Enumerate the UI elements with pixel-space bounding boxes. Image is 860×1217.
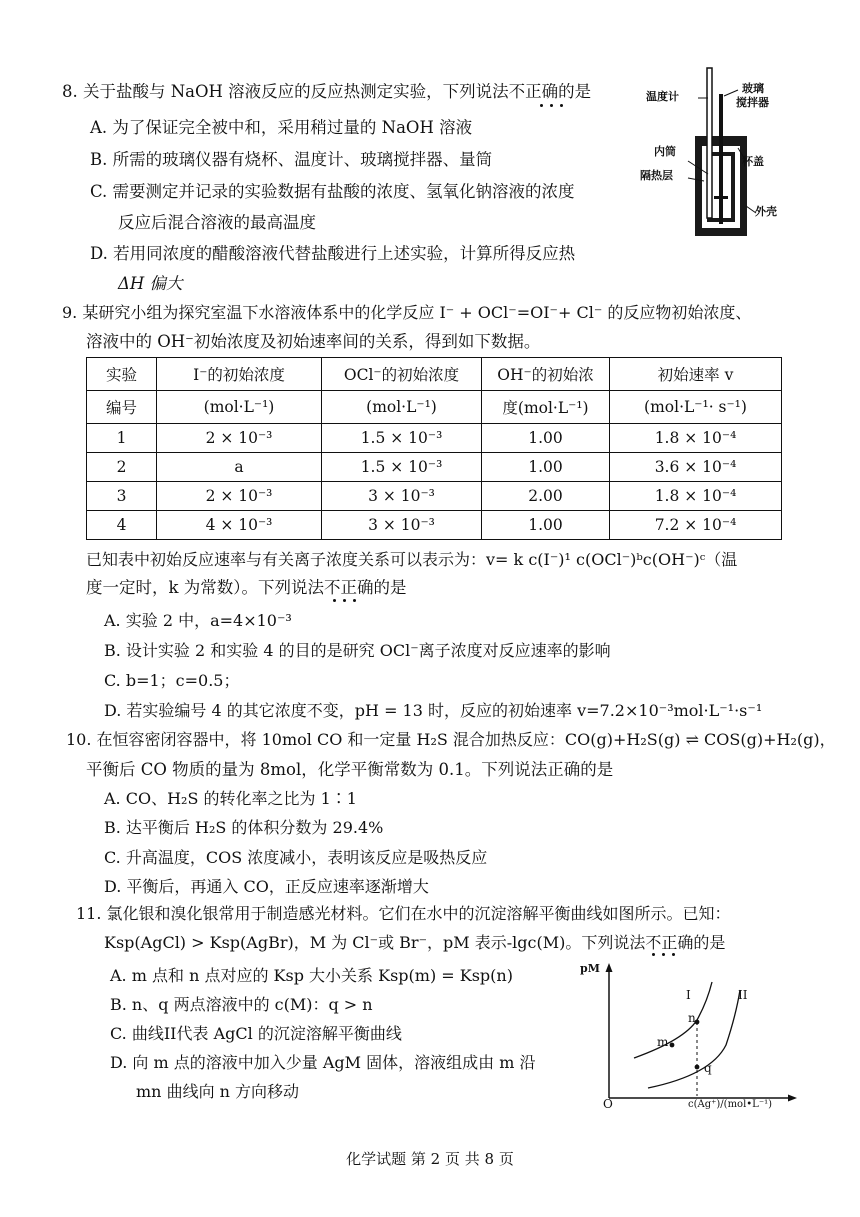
point-m xyxy=(670,1043,675,1048)
point-m-label: m xyxy=(657,1035,669,1049)
table-cell: 2.00 xyxy=(482,482,610,511)
q9-note-cont: 度一定时，k 为常数）。下列说法不正确的是 xyxy=(86,578,407,597)
graph-origin: O xyxy=(603,1097,613,1111)
emphasis-dots xyxy=(540,104,563,107)
label-stirrer-1: 玻璃 xyxy=(742,82,764,95)
table-header-cell: 初始速率 v xyxy=(610,358,782,391)
label-thermometer: 温度计 xyxy=(646,90,679,103)
q10-option-b: B. 达平衡后 H₂S 的体积分数为 29.4% xyxy=(104,818,384,837)
q11-option-b: B. n、q 两点溶液中的 c(M)：q > n xyxy=(110,995,373,1014)
page-footer: 化学试题 第 2 页 共 8 页 xyxy=(346,1150,514,1168)
table-header-row xyxy=(87,391,782,424)
q9-note: 已知表中初始反应速率与有关离子浓度关系可以表示为：v= k c(I⁻)¹ c(OCl⁻)ᵇc(OH⁻)ᶜ（温 xyxy=(86,550,738,569)
table-cell: 1.00 xyxy=(482,424,610,453)
table-cell: 4 × 10⁻³ xyxy=(157,511,322,540)
table-row xyxy=(87,453,782,482)
q9-stem-cont: 溶液中的 OH⁻初始浓度及初始速率间的关系，得到如下数据。 xyxy=(86,332,541,351)
table-cell: 1.5 × 10⁻³ xyxy=(322,453,482,482)
q8-option-c: C. 需要测定并记录的实验数据有盐酸的浓度、氢氧化钠溶液的浓度 xyxy=(90,182,575,201)
table-cell: 2 × 10⁻³ xyxy=(157,424,322,453)
q10-stem: 10. 在恒容密闭容器中，将 10mol CO 和一定量 H₂S 混合加热反应：CO(g)+H₂S(g) ⇌ COS(g)+H₂(g)， xyxy=(66,730,836,749)
q11-stem: 11. 氯化银和溴化银常用于制造感光材料。它们在水中的沉淀溶解平衡曲线如图所示。已知： xyxy=(76,904,731,923)
table-cell: 1.00 xyxy=(482,511,610,540)
q10-option-c: C. 升高温度，COS 浓度减小，表明该反应是吸热反应 xyxy=(104,848,488,867)
table-header-cell: (mol·L⁻¹· s⁻¹) xyxy=(610,391,782,424)
table-header-cell: OCl⁻的初始浓度 xyxy=(322,358,482,391)
table-cell: 3 × 10⁻³ xyxy=(322,482,482,511)
table-header-cell: 实验 xyxy=(87,358,157,391)
graph-ylabel: pM xyxy=(580,962,600,975)
q11-option-c: C. 曲线II代表 AgCl 的沉淀溶解平衡曲线 xyxy=(110,1024,402,1043)
table-row xyxy=(87,482,782,511)
q11-stem-cont: Ksp(AgCl) > Ksp(AgBr)，M 为 Cl⁻或 Br⁻，pM 表示-lgc(M)。下列说法不正确的是 xyxy=(104,933,726,952)
table-cell: 3 × 10⁻³ xyxy=(322,511,482,540)
q10-option-a: A. CO、H₂S 的转化率之比为 1∶1 xyxy=(104,789,357,808)
label-lid: 杯盖 xyxy=(742,155,764,168)
table-cell: 7.2 × 10⁻⁴ xyxy=(610,511,782,540)
q9-option-a: A. 实验 2 中，a=4×10⁻³ xyxy=(104,611,292,630)
point-q xyxy=(695,1065,700,1070)
table-cell: 3.6 × 10⁻⁴ xyxy=(610,453,782,482)
graph-xlabel: c(Ag⁺)/(mol•L⁻¹) xyxy=(688,1099,773,1110)
table-cell: 4 xyxy=(87,511,157,540)
q11-option-a: A. m 点和 n 点对应的 Ksp 大小关系 Ksp(m) = Ksp(n) xyxy=(110,966,513,985)
q9-option-b: B. 设计实验 2 和实验 4 的目的是研究 OCl⁻离子浓度对反应速率的影响 xyxy=(104,641,611,660)
table-row xyxy=(87,424,782,453)
point-n-label: n xyxy=(688,1011,696,1025)
table-cell: 2 xyxy=(87,453,157,482)
table-header-cell: (mol·L⁻¹) xyxy=(157,391,322,424)
q11-option-d: D. 向 m 点的溶液中加入少量 AgM 固体，溶液组成由 m 沿 xyxy=(110,1053,536,1072)
q9-option-d: D. 若实验编号 4 的其它浓度不变，pH = 13 时，反应的初始速率 v=7.2×10⁻³mol·L⁻¹·s⁻¹ xyxy=(104,701,763,720)
table-cell: a xyxy=(157,453,322,482)
table-header-cell: 编号 xyxy=(87,391,157,424)
q8-option-d-cont: ΔH 偏大 xyxy=(118,274,183,293)
label-stirrer-2: 搅拌器 xyxy=(736,96,769,109)
q8-stem: 8. 关于盐酸与 NaOH 溶液反应的反应热测定实验，下列说法不正确的是 xyxy=(62,82,592,101)
table-header-cell: I⁻的初始浓度 xyxy=(157,358,322,391)
table-header-cell: OH⁻的初始浓 xyxy=(482,358,610,391)
table-cell: 1.8 × 10⁻⁴ xyxy=(610,424,782,453)
x-axis-arrow xyxy=(788,1095,797,1102)
table-row xyxy=(87,511,782,540)
q8-option-b: B. 所需的玻璃仪器有烧杯、温度计、玻璃搅拌器、量筒 xyxy=(90,150,493,169)
solubility-graph xyxy=(596,960,800,1120)
emphasis-dots xyxy=(333,599,356,602)
label-inner: 内筒 xyxy=(654,145,676,158)
y-axis-arrow xyxy=(606,963,613,972)
table-cell: 2 × 10⁻³ xyxy=(157,482,322,511)
table-cell: 1 xyxy=(87,424,157,453)
q8-option-d: D. 若用同浓度的醋酸溶液代替盐酸进行上述实验，计算所得反应热 xyxy=(90,244,576,263)
table-header-row xyxy=(87,358,782,391)
table-cell: 1.8 × 10⁻⁴ xyxy=(610,482,782,511)
q10-stem-cont: 平衡后 CO 物质的量为 8mol，化学平衡常数为 0.1。下列说法正确的是 xyxy=(86,760,614,779)
table-cell: 1.00 xyxy=(482,453,610,482)
label-insulation: 隔热层 xyxy=(640,169,673,182)
curve-ii-label: II xyxy=(738,988,748,1002)
q8-option-c-cont: 反应后混合溶液的最高温度 xyxy=(118,213,316,232)
label-outer: 外壳 xyxy=(755,205,777,218)
q10-option-d: D. 平衡后，再通入 CO，正反应速率逐渐增大 xyxy=(104,877,429,896)
point-q-label: q xyxy=(704,1061,712,1075)
table-header-cell: 度(mol·L⁻¹) xyxy=(482,391,610,424)
curve-i-label: I xyxy=(686,988,691,1002)
table-header-cell: (mol·L⁻¹) xyxy=(322,391,482,424)
emphasis-dots xyxy=(652,953,675,956)
q11-option-d-cont: mn 曲线向 n 方向移动 xyxy=(136,1082,300,1101)
table-cell: 1.5 × 10⁻³ xyxy=(322,424,482,453)
q9-option-c: C. b=1；c=0.5； xyxy=(104,671,240,690)
table-cell: 3 xyxy=(87,482,157,511)
q9-data-table xyxy=(86,357,782,540)
q8-option-a: A. 为了保证完全被中和，采用稍过量的 NaOH 溶液 xyxy=(90,118,473,137)
q9-stem: 9. 某研究小组为探究室温下水溶液体系中的化学反应 I⁻ + OCl⁻=OI⁻+ Cl⁻ 的反应物初始浓度、 xyxy=(62,303,752,322)
